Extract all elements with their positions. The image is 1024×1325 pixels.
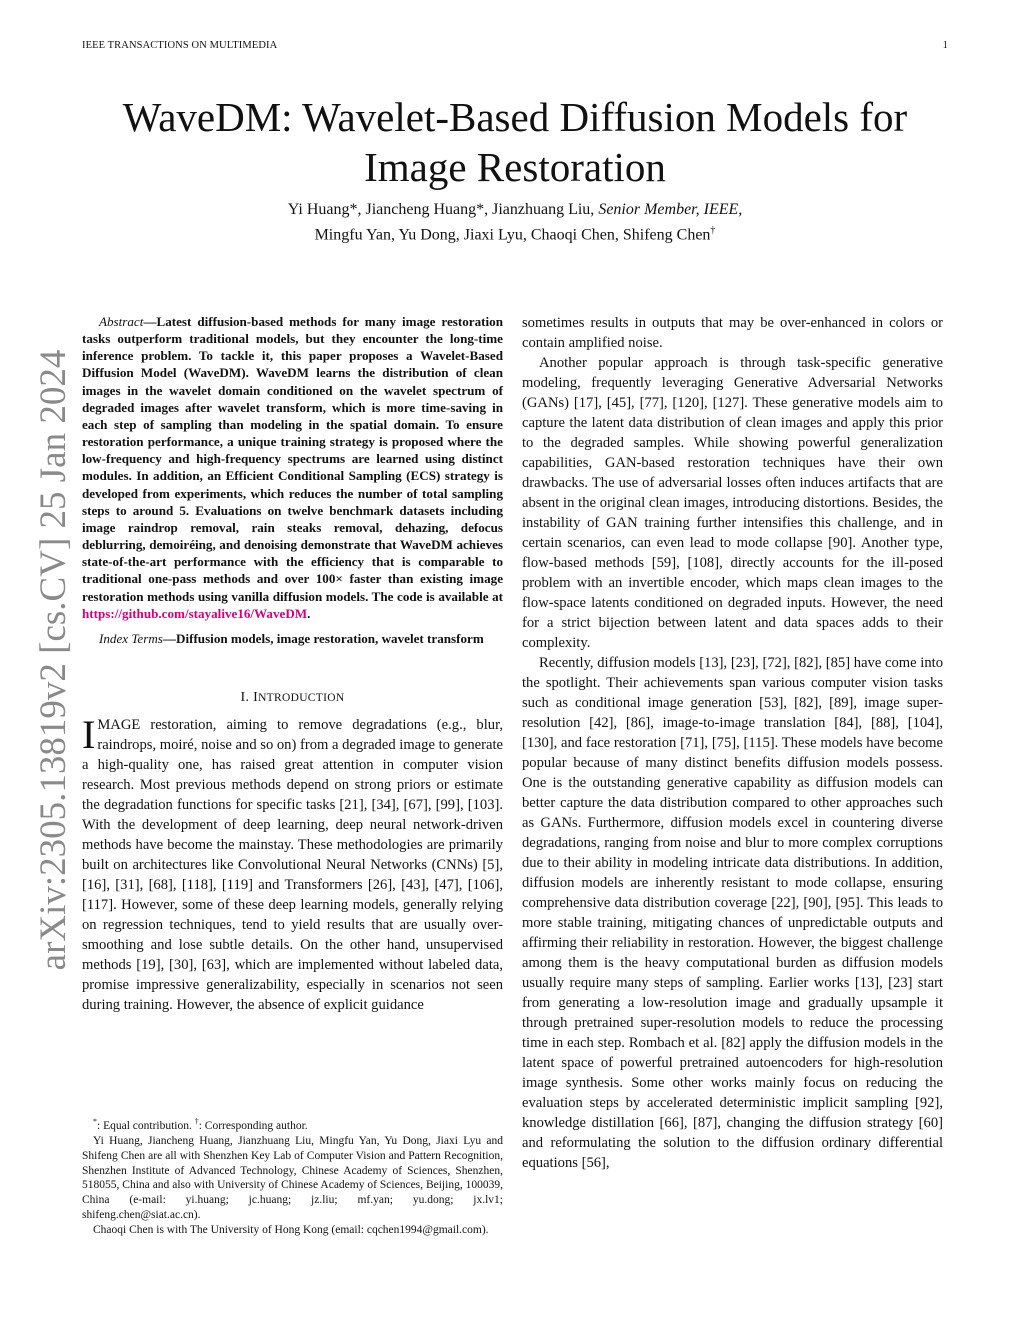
abstract-end: . [307, 605, 311, 621]
right-paragraph-1: Another popular approach is through task-specific generative modeling, frequently leveraging Generative Adversarial Networks (GANs) [17], [45], [77], [120], [127]. These generative models aim to capture the latent data distribution of clean images and apply this prior to the degraded samples. While showing powerful generalization capabilities, GAN-based restoration techniques have their own drawbacks. The use of adversarial losses often induces artifacts that are absent in the original clean images, introducing distortions. Besides, the instability of GAN training further intensifies this challenge, and in certain scenarios, can even lead to mode collapse [90]. Another type, flow-based methods [59], [108], directly accounts for the ill-posed problem with an invertible encoder, which maps clean images to the flow-space latents conditioned on degraded inputs. However, the need for a strict bijection between latent and data spaces adds to their complexity. [522, 355, 943, 651]
left-column [82, 313, 503, 1015]
footnotes [82, 1115, 503, 1238]
dagger-mark: † [710, 225, 716, 236]
index-terms-label: Index Terms [99, 630, 163, 646]
abstract [82, 313, 503, 622]
arxiv-stamp: arXiv:2305.13819v2 [cs.CV] 25 Jan 2024 [33, 349, 74, 971]
section-rest: NTRODUCTION [258, 691, 345, 704]
section-first-letter: I [253, 689, 259, 705]
title-line-2: Image Restoration [364, 144, 666, 190]
page-number: 1 [942, 40, 948, 51]
right-paragraph-0: sometimes results in outputs that may be over-enhanced in colors or contain amplified noise. [522, 315, 943, 351]
index-terms [82, 630, 503, 647]
title-line-1: WaveDM: Wavelet-Based Diffusion Models for [122, 94, 908, 140]
drop-cap: I [82, 711, 96, 757]
abstract-text: —Latest diffusion-based methods for many image restoration tasks outperform traditional models, but they encounter the long-time inference problem. To tackle it, this paper proposes a Wavelet-Based Diffusion Model (WaveDM). WaveDM learns the distribution of clean images in the wavelet domain conditioned on the wavelet spectrum of degraded images after wavelet transform, which is more time-saving in each step of sampling than modeling in the spatial domain. To ensure restoration performance, a unique training strategy is proposed where the low-frequency and high-frequency spectrums are learned using distinct modules. In addition, an Efficient Conditional Sampling (ECS) strategy is developed from experiments, which reduces the number of total sampling steps to around 5. Evaluations on twelve benchmark datasets including image raindrop removal, rain steaks removal, dehazing, defocus deblurring, demoiréing, and denoising demonstrate that WaveDM achieves state-of-the-art performance with the efficiency that is comparable to traditional one-pass methods and over 100× faster than existing image restoration methods using vanilla diffusion models. The code is available at [82, 314, 503, 604]
abstract-label: Abstract [99, 314, 144, 329]
star-mark: * [93, 1117, 97, 1126]
dagger-mark-footnote: † [194, 1117, 199, 1126]
section-heading-introduction [82, 689, 503, 707]
right-paragraph-2: Recently, diffusion models [13], [23], [72], [82], [85] have come into the spotlight. Their achievements span various computer vision tasks such as conditional image generation [53], [82], [89], image super-resolution [42], [86], image-to-image translation [84], [88], [104], [130], and face restoration [71], [75], [115]. These models have become popular because of many distinct benefits diffusion models possess. One is the outstanding generative capability as diffusion models can better capture the data distribution compared to other approaches such as GANs. Furthermore, diffusion models excel in countering diverse degradations, ranging from noise and blur to more complex corruptions due to their ability in modeling intricate data distributions. In addition, diffusion models are inherently resistant to mode collapse, ensuring comprehensive data distribution coverage [22], [90], [95]. This leads to more stable training, mitigating chances of unpredictable outputs and affirming their reliability in restoration. However, the biggest challenge among them is the heavy computational burden as diffusion models usually require many steps of sampling. Earlier works [13], [23] start from generating a low-resolution image and gradually upsample it through pretrained super-resolution models to reduce the processing time in each step. Rombach et al. [82] apply the diffusion models in the latent space of powerful pretrained autoencoders for high-resolution image synthesis. Some other works mainly focus on reducing the evaluation steps by accelerated deterministic implicit sampling [92], knowledge distillation [66], [87], changing the diffusion strategy [60] and reformulating the solution to the diffusion ordinary differential equations [56], [522, 655, 943, 1171]
footnote-contribution [82, 1115, 503, 1134]
running-header [82, 40, 948, 58]
author-list [82, 199, 948, 245]
index-terms-text: —Diffusion models, image restoration, wavelet transform [162, 630, 484, 646]
authors-line-1: Yi Huang*, Jiancheng Huang*, Jianzhuang Liu, [287, 201, 599, 218]
code-link[interactable]: https://github.com/stayalive16/WaveDM [82, 605, 308, 621]
footnote-affiliation: Yi Huang, Jiancheng Huang, Jianzhuang Liu, Mingfu Yan, Yu Dong, Jiaxi Lyu and Shifeng Chen are all with Shenzhen Key Lab of Computer Vision and Pattern Recognition, Shenzhen Institute of Advanced Technology, Chinese Academy of Sciences, Shenzhen, 518055, China and also with University of Chinese Academy of Sciences, Beijing, 100039, China (e-mail: yi.huang; jc.huang; jz.liu; mf.yan; yu.dong; jx.lv1; shifeng.chen@siat.ac.cn). [82, 1134, 503, 1222]
intro-text: restoration, aiming to remove degradations (e.g., blur, raindrops, moiré, noise and so on) from a degraded image to generate a high-quality one, has raised great attention in computer vision research. Most previous methods depend on strong priors or estimate the degradation functions for specific tasks [21], [34], [67], [99], [103]. With the development of deep learning, deep neural network-driven methods have become the mainstay. These methodologies are primarily built on architectures like Convolutional Neural Networks (CNNs) [5], [16], [31], [68], [118], [119] and Transformers [26], [43], [47], [106], [117]. However, some of these deep learning models, generally relying on regression techniques, tend to yield results that are usually over-smoothing and lose subtle details. On the other hand, unsupervised methods [19], [30], [63], which are implemented without labeled data, promise impressive generalizability, especially in scenarios not seen during training. However, the absence of explicit guidance [82, 716, 503, 1013]
equal-contribution-text: : Equal contribution. [97, 1119, 195, 1132]
author-role: Senior Member, IEEE, [598, 201, 743, 218]
paper-title [82, 92, 948, 192]
journal-name: IEEE TRANSACTIONS ON MULTIMEDIA [82, 40, 278, 51]
footnote-chen: Chaoqi Chen is with The University of Hong Kong (email: cqchen1994@gmail.com). [93, 1224, 489, 1237]
right-column [522, 313, 943, 1173]
authors-line-2: Mingfu Yan, Yu Dong, Jiaxi Lyu, Chaoqi Chen, Shifeng Chen [314, 226, 711, 244]
drop-cap-rest: MAGE [97, 716, 141, 733]
intro-paragraph-1 [82, 711, 503, 1015]
section-numeral: I. [240, 689, 254, 705]
corresponding-text: : Corresponding author. [198, 1119, 308, 1132]
